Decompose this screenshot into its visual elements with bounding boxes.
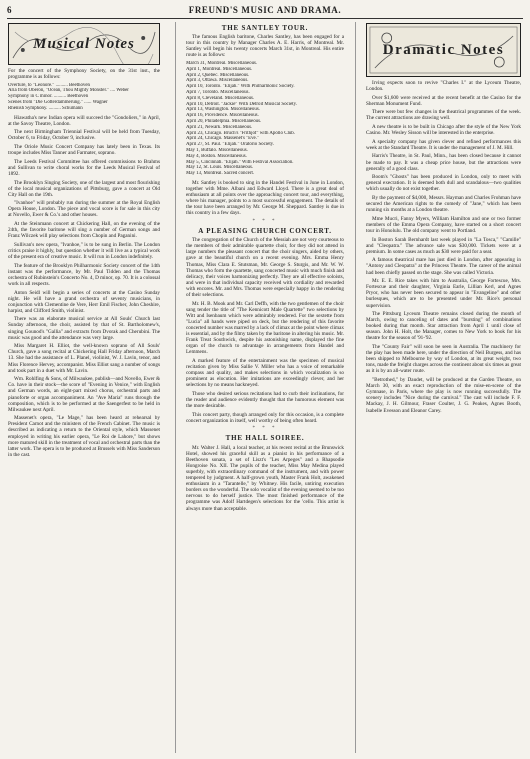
news-item: Harris's Theatre, in St. Paul, Minn., has been closed because it cannot be made to pay. It was a cheap price house, but the attractions were generally of a good class. — [366, 153, 521, 172]
soiree-paragraph: Mr. Walter J. Hall, a local teacher, at his recent recital at the Brunswick Hotel, showed his graceful skill as a pianist in his performance of a Beethoven sonata, a set of Liszt's "Les Arpeges" and a Rhapsodie Hongroise No. XII. The pupils of the teacher, Miss May Medina played superbly, with extraordinary command of the instrument, and with power tempered by judgment. A half-grown youth, Master Frank Holt, awakened enthusiasm in a "Tarantelle," by Whitney. His facile, untiring execution borders on the wonderful. The solo vocalist of the evening seemed to be too nervous to do herself justice. The most finished performance of the programme was Adolf Hartdegen's selections for the 'cello. This artist is always more than acceptable. — [186, 444, 344, 512]
news-item: By the payment of $4,000, Messrs. Hayman and Charles Frohman have secured the American rights to the comedy of "Jane," which has been running six months at a London theatre. — [366, 195, 521, 214]
news-item: "Ivanhoe" will probably run during the summer at the Royal English Opera House, London. The piece and vocal score is for sale in this city at Novello, Ewer & Co.'s and other houses. — [8, 200, 160, 219]
route-line: May 13, Montreal. Sacred concert. — [186, 171, 255, 177]
church-paragraph: Those who desired serious recitations had to curb their inclinations, for the reader and audience evidently thought that the humorous element was the more desirable. — [186, 390, 344, 410]
route-line: May 5, Cincinnati. "Elijah." With Festival Association. — [186, 159, 294, 165]
news-item: The Oriole Music Concert Company has lately been in Texas. Its troupe includes Miss Tanner and Farmater, soprano. — [8, 144, 160, 157]
route-line: May 12, St. Louis. Miscellaneous. — [186, 165, 254, 171]
santley-route — [186, 61, 344, 177]
column-divider — [355, 22, 356, 753]
news-item: The "County Fair" will soon be seen in Australia. The machinery for the play has been made here, under the direction of Neil Burgess, and has been shipped to Melbourne by way of London, at its great weight, two tons, made the freight charges across the continent about six times as great as it is by an all-water route. — [366, 344, 521, 375]
news-item: Wm. Rohlfing & Sons, of Milwaukee, publish—and Novello, Ewer & Co. have in their stock—the score of "Evening in Venice," with English and German words, an eight-part mixed chorus, orchestral parts and pianoforte or organ accompaniment. An "Ave Maria" runs through the composition, which is to be performed at the Saengerfest to be held in Milwaukee next April. — [8, 376, 160, 413]
route-line: April 8, Cleveland. Miscellaneous. — [186, 95, 255, 101]
page-number: 6 — [7, 5, 12, 15]
news-item: There was an elaborate musical service at All Souls' Church last Sunday afternoon, the choir, assisted by that of St. Bartholomew's, singing Gounod's "Gallia" and extracts from Dvorak and Cherubini. The music was good and the attendance was very large. — [8, 316, 160, 341]
column-musical-notes — [8, 23, 160, 753]
church-paragraph: This concert party, though arranged only for this occasion, is a complete concert organization in itself, well worthy of being often heard. — [186, 411, 344, 424]
musical-notes-banner — [8, 23, 160, 65]
news-item: Miss Margaret H. Elliot, the well-known soprano of All Souls' Church, gave a song recital at Chickering Hall Friday afternoon, March 13. She had the assistance of L. Planel, violinist, W. J. Lavin, tenor, and Miss Florence Hervey, accompanist. Miss Elliot sang a number of songs and took part in a duet with Mr. Lavin. — [8, 343, 160, 374]
news-item: Hiawatha's new Indian opera will succeed the "Gondoliers," in April, at the Savoy Theatre, London. — [8, 114, 160, 127]
news-item: There were but few changes in the theatrical programmes of the week. The current attractions are drawing well. — [366, 109, 521, 122]
route-line: March 31, Montreal. Miscellaneous. — [186, 60, 258, 66]
news-item: The Brooklyn Singing Society, one of the largest and most flourishing of the local musical organizations of Pittsburg, gave a concert at Old City Hall on the 19th. — [8, 179, 160, 198]
route-line: May 1, Buffalo. Miscellaneous. — [186, 147, 248, 153]
news-item: The next Birmingham Triennial Festival will be held from Tuesday, October 6, to Friday, October 9, inclusive. — [8, 129, 160, 142]
programme-line: Overture, to "Leonore." .......... Beethoven — [8, 82, 90, 88]
hall-soiree-heading: THE HALL SOIREE. — [225, 434, 305, 443]
news-item: Over $1,600 were received at the recent benefit at the Casino for the Sherman Monument Fund. — [366, 94, 521, 107]
santley-intro: The famous English baritone, Charles Santley, has been engaged for a tour in this country by Manager Charles A. E. Harris, of Montreal. Mr. Santley will begin his twenty concerts March 31st, in Montreal. His entire route is as follows: — [186, 34, 344, 59]
news-item: "Betrothed," by Daudet, will be produced at the Garden Theatre, on March 30, with an exact reproduction of the mise-en-scene of the Gymnase, in Paris, where the play is now running successfully. The scenery includes "Nice during the carnival." The cast will include F. F. Mackay, J. H. Gilmour, Fraser Coulter, J. G. Peakes, Agnes Booth, Isabelle Evesson and Eleanor Carey. — [366, 377, 521, 414]
church-paragraph: The congregation of the Church of the Messiah are not very courteous to the members of their admirable quartette choir, for they did not attend in large numbers the pleasant concert that the choir singers, aided by others, gave at the beautiful church on a recent evening. Mrs. Emma Henry Thomas, Miss Clara E. Stutsman, Mr. George S. Sturgis, and Mr. W. W. Thomas who form the quartette, sang concerted music with much finish and delicacy, their voices harmonizing perfectly. They are all effective soloists, and were in that individual capacity received with cordiality and rewarded with encores. Mr. and Mrs. Thomas were especially happy in the rendering of their selections. — [186, 237, 344, 298]
news-item: Mme Mucri, Fanny Myers, William Hamilton and one or two former members of the Emma Opera Company, have started on a short concert tour in Honolulu. The old company went to Portland. — [366, 215, 521, 234]
news-item: Massenet's opera, "Le Mage," has been heard at rehearsal by President Carnot and the ministers of the French Cabinet. The music is described as indicating a return to the Oriental style, which Massenet employed in writing his earlier opera, "Le Roi de Lahore," but shows more matured skill in the treatment of vocal and orchestral parts than the latter work. The opera is to be produced at Brussels with Miss Sanderson in the cast. — [8, 415, 160, 458]
route-line: April 24, Chicago. Massenet's "Eve." — [186, 136, 259, 142]
programme-line: Rhenish Symphony. .......... Schumann — [8, 105, 83, 111]
section-divider: * * * — [252, 426, 278, 432]
dramatic-notes-banner — [366, 23, 521, 77]
news-item: Irving expects soon to revive "Charles I." at the Lyceum Theatre, London. — [366, 80, 521, 93]
church-paragraph: A marked feature of the entertainment was the specimen of musical recitation given by Miss Sallie V. Miller who has a voice of remarkable compass and quality, and makes selections in which vocalization is so prominent as elocution. Her imitations are exceedingly clever, and her selections by no means hackneyed. — [186, 357, 344, 389]
programme-line: Scenes from "Die Gotterdammerung." ...... Wagner — [8, 100, 108, 106]
column-dramatic-notes — [366, 23, 521, 753]
news-item: A famous theatrical mare has just died in London, after appearing in "Antony and Cleopatra" at the Princess Theatre. The career of the animal had been chiefly passed on the stage. She was called Victoria. — [366, 257, 521, 276]
header-rule — [7, 18, 523, 19]
route-line: April 2, Quebec. Miscellaneous. — [186, 72, 250, 78]
news-item: Sullivan's new opera, "Ivanhoe," is to be sung in Berlin. The London critics praise it highly, but question whether it will live as a typical work of the present era of creative music. It will run in London indefinitely. — [8, 241, 160, 261]
news-item: Boom's "Ghosts" has been produced in London, only to meet with general execration. It is deemed both dull and scandalous—two qualities which usually do not exist together. — [366, 174, 521, 193]
column-middle — [186, 23, 344, 753]
route-line: April 10, Detroit. "Jackie" With Detroit Musical Society. — [186, 101, 297, 107]
route-line: April 3, Ottawa. Miscellaneous. — [186, 78, 249, 84]
programme-line: Symphony in C minor. .......... Beethoven — [8, 94, 89, 100]
running-head: FREUND'S MUSIC AND DRAMA. — [188, 5, 342, 15]
news-item: The Pittsburg Lyceum Theatre remains closed during the month of March, owing to canceling of dates and "bursting" of combinations booked during that month. Star attraction from April 1 until close of season. John H. Holt, the Manager, comes to New York to book for his theatre for the season of '91-'92. — [366, 311, 521, 342]
news-item: A specialty company has given clever and refined performances this week at the Standard Theatre. It is under the management of J. M. Hill. — [366, 138, 521, 151]
route-line: April 13, Washington. Miscellaneous. — [186, 107, 260, 113]
church-paragraph: Mr. H. B. Mook and Mr. Carl Deffh, with the two gentlemen of the choir sang tender the title of "The Kennicott Male Quartette" two selections by Witt and Isenbaum which were admirably rendered. For the sextette from "Lucia" all hands were piped on deck, but the rendering of this favorite concerted number was marred by a lack of climax at the point where climax is essential, and by the filmy taken by the baritone in altering his music. Mr. Frank Treat Southwick, despite his astonishing name, displayed the fine organ of the church to advantage in arrangements from Handel and Lemmens. — [186, 300, 344, 356]
news-item: The feature of the Brooklyn Philharmonic Society concert of the 14th instant was the performance, by Mr. Paul Tidden and the Thomas orchestra of Rubinstein's Concerto No. 4, D minor, op. 70. It is a colossal work in all respects. — [8, 262, 160, 287]
santley-tour-heading: THE SANTLEY TOUR. — [221, 24, 309, 32]
symphony-programme — [8, 83, 160, 112]
news-item: The Leeds Festival Committee has offered commissions to Brahms and Sullivan to write choral works for the Leeds Musical Festival of 1892. — [8, 158, 160, 177]
route-line: April 10, Toronto. "Elijah." With Philharmonic Society. — [186, 84, 295, 90]
news-item: A new theatre is to be built in Chicago after the style of the New York Casino. Mr. Wesley Sisson will be interested in the enterprise. — [366, 124, 521, 137]
route-line: April 21, Newark. Miscellaneous. — [186, 124, 253, 130]
route-line: May 4, Boston. Miscellaneous. — [186, 153, 247, 159]
route-line: April 1, Montreal. Miscellaneous. — [186, 66, 253, 72]
news-item: In Boston Sarah Bernhardt last week played in "La Tosca," "Camille" and "Cleopatra." The advance sale was $30,000. Tickets were at a premium. In some cases as much as $30 were paid for a seat. — [366, 236, 521, 255]
news-item: At the Steinmann concert at Chickering Hall, on the evening of the 24th, the favorite baritone will sing a number of German songs and Franz Wilczek will play selections from Chopin and Paganini. — [8, 221, 160, 240]
news-item: Anton Seidl will begin a series of concerts at the Casino Sunday night. He will have a grand orchestra of seventy musicians, in conjunction with Clementine de Vere, Herr Emil Fischer, John Cheshire, harpist, and Clifford Smith, violinist. — [8, 289, 160, 314]
dramatic-notes-title: Dramatic Notes — [379, 47, 508, 53]
santley-closing: Mr. Santley is booked to sing in the Handel Festival in June in London, together with Mme. Albani and Edward Lloyd. There is a great deal of enthusiasm at all points over the approaching concert tour, and everything, where his manager, points to a most successful engagement. The details of the tour have been arranged by Mr. George M. Sheppard. Santley is due in this country in a few days. — [186, 179, 344, 217]
column-divider — [175, 22, 176, 753]
route-line: April 23, Chicago. Bruch's "Frithjof" with Apollo Club. — [186, 130, 295, 136]
route-line: April 27, St. Paul. "Elijah." Oratorio Society. — [186, 142, 275, 148]
route-line: April 16, Providence. Miscellaneous. — [186, 113, 259, 119]
route-line: April 20, Philadelphia. Miscellaneous. — [186, 118, 262, 124]
programme-line: Aria from Oberon, "Ocean, Thou Mighty Monster." .... Weber — [8, 88, 129, 94]
church-concert-heading: A PLEASING CHURCH CONCERT. — [198, 227, 332, 236]
news-item: Mr. E. E. Rice takes with him to Australia, George Fortescue, Mrs. Fortescue and their daughter, Virginia Earle, Lillian Kerl, and Agnes Pryor, who has never been secured to appear in "Evangeline" and other burlesques, which are to be presented under Mr. Rice's personal supervision. — [366, 278, 521, 309]
musical-notes-title: Musical Notes — [29, 41, 139, 47]
symphony-intro: For the concert of the Symphony Society, on the 31st inst., the programme is as follows: — [8, 68, 160, 81]
route-line: April 7, Toronto. Miscellaneous. — [186, 89, 250, 95]
section-divider: * * * — [252, 218, 278, 224]
